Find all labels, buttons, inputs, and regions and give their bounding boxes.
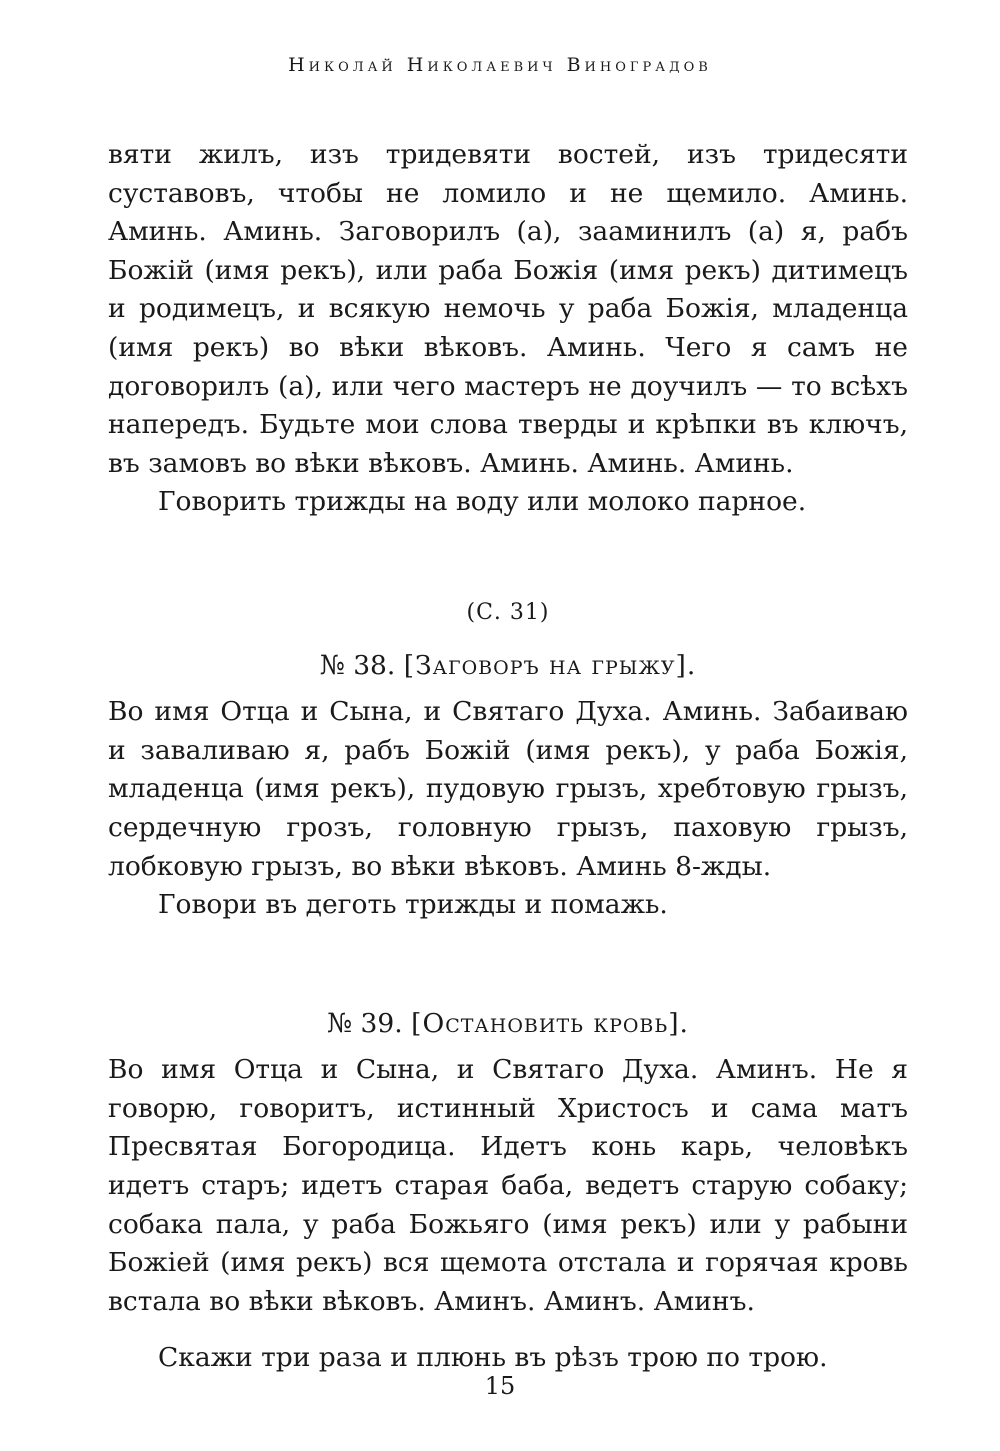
- section-spacer: [108, 522, 908, 594]
- source-reference: (С. 31): [466, 599, 550, 625]
- section-heading: [Заговоръ на грыжу].: [403, 649, 697, 681]
- running-head: Николай Николаевич Виноградов: [288, 54, 712, 76]
- section-title-no39: [108, 1005, 908, 1044]
- body-paragraph-continuation: вяти жилъ, изъ тридевяти востей, изъ тридесяти суставовъ, чтобы не ломило и не щемило. Аминь. Аминь. Аминь. Заговорилъ (а), зааминилъ (а) я, рабъ Божій (имя рекъ), или раба Божія (имя рекъ) дитимецъ и родимецъ, и всякую немочь у раба Божія, младенца (имя рекъ) во вѣки вѣковъ. Аминь. Чего я самъ не договорилъ (а), или чего мастеръ не доучилъ — то всѣхъ напередъ. Будьте мои слова тверды и крѣпки въ ключъ, въ замовъ во вѣки вѣковъ. Аминь. Аминь. Аминь.: [108, 139, 908, 479]
- page-number: 15: [484, 1372, 516, 1400]
- section-title-no38: [108, 647, 908, 686]
- instruction-continuation: Говорить трижды на воду или молоко парное.: [158, 486, 807, 518]
- instruction-no39: Скажи три раза и плюнь въ рѣзъ трою по трою.: [158, 1342, 828, 1374]
- section-heading: [Остановить кровь].: [411, 1007, 689, 1039]
- page-body: [108, 136, 908, 1378]
- body-paragraph-no39: Во имя Отца и Сына, и Святаго Духа. Аминъ. Не я говорю, говоритъ, истинный Христосъ и сама матъ Пресвятая Богородица. Идетъ конь карь, человѣкъ идетъ старъ; идетъ старая баба, ведетъ старую собаку; собака пала, у раба Божьяго (имя рекъ) или у рабыни Божіей (имя рекъ) вся щемота отстала и горячая кровь встала во вѣки вѣковъ. Аминъ. Аминъ. Аминъ.: [108, 1054, 908, 1317]
- body-paragraph-no38: Во имя Отца и Сына, и Святаго Духа. Аминь. Забаиваю и заваливаю я, рабъ Божій (имя рекъ), у раба Божія, младенца (имя рекъ), пудовую грызъ, хребтовую грызъ, сердечную грозъ, головную грызъ, паховую грызъ, лобковую грызъ, во вѣки вѣковъ. Аминь 8-жды.: [108, 696, 908, 882]
- section-number: № 39.: [327, 1007, 403, 1039]
- instruction-no38: Говори въ деготь трижды и помажь.: [158, 889, 668, 921]
- section-number: № 38.: [319, 649, 396, 681]
- section-spacer: [108, 925, 908, 1005]
